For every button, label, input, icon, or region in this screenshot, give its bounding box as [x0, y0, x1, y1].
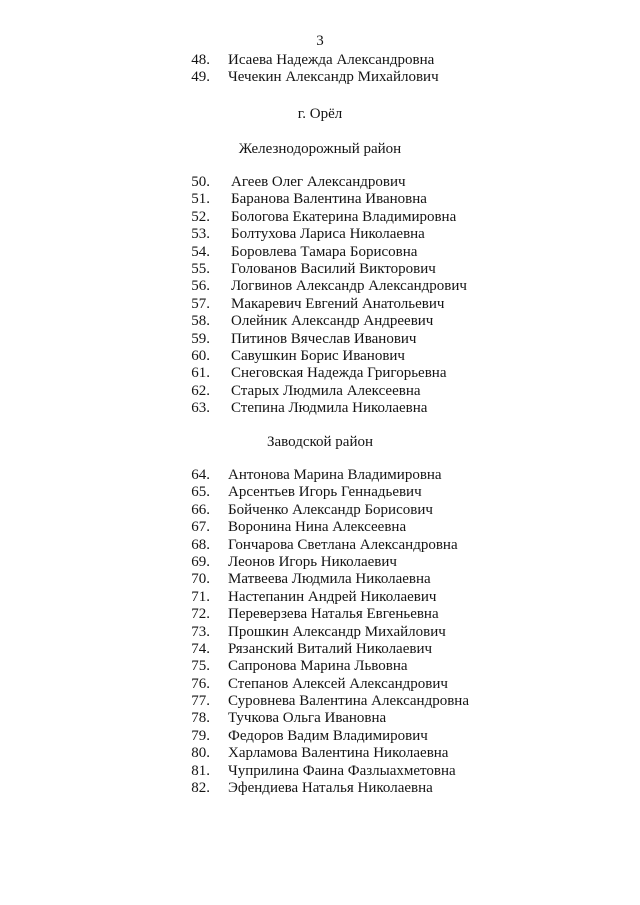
item-number: 79. [191, 727, 210, 744]
item-number: 65. [191, 484, 210, 501]
item-name: Питинов Вячеслав Иванович [231, 330, 417, 347]
list-item [0, 296, 640, 313]
item-name: Переверзева Наталья Евгеньевна [228, 606, 439, 623]
item-name: Настепанин Андрей Николаевич [228, 588, 437, 605]
list-item [0, 537, 640, 554]
list-item [0, 313, 640, 330]
list-item [0, 278, 640, 295]
item-number: 53. [191, 226, 210, 243]
list-item [0, 589, 640, 606]
item-number: 75. [191, 658, 210, 675]
item-name: Баранова Валентина Ивановна [231, 191, 427, 208]
list-item [0, 728, 640, 745]
item-number: 71. [191, 588, 210, 605]
item-number: 67. [191, 519, 210, 536]
item-name: Сапронова Марина Львовна [228, 658, 408, 675]
item-name: Болтухова Лариса Николаевна [231, 226, 425, 243]
item-name: Рязанский Виталий Николаевич [228, 640, 433, 657]
item-number: 66. [191, 501, 210, 518]
item-number: 56. [191, 278, 210, 295]
item-name: Бологова Екатерина Владимировна [231, 208, 457, 225]
item-name: Макаревич Евгений Анатольевич [231, 295, 445, 312]
item-number: 68. [191, 536, 210, 553]
item-number: 64. [191, 467, 210, 483]
list-item [0, 383, 640, 400]
list-item [0, 467, 640, 484]
item-name: Агеев Олег Александрович [231, 174, 406, 190]
item-name: Воронина Нина Алексеевна [228, 519, 407, 536]
item-name: Исаева Надежда Александровна [228, 52, 435, 68]
city-heading: г. Орёл [297, 106, 343, 122]
list-item [0, 400, 640, 417]
page-number: 3 [316, 33, 324, 49]
list-item [0, 191, 640, 208]
item-number: 59. [191, 330, 210, 347]
item-name: Леонов Игорь Николаевич [228, 553, 397, 570]
item-name: Боровлева Тамара Борисовна [231, 243, 418, 260]
item-number: 58. [191, 313, 210, 330]
list-item [0, 606, 640, 623]
list-item [0, 52, 640, 69]
list-item [0, 624, 640, 641]
list-item [0, 365, 640, 382]
item-name: Эфендиева Наталья Николаевна [228, 780, 433, 797]
list-item [0, 676, 640, 693]
list-item [0, 745, 640, 762]
list-item [0, 554, 640, 571]
district-railway-list [0, 174, 640, 417]
item-number: 54. [191, 243, 210, 260]
district-heading-railway: Железнодорожный район [238, 141, 402, 157]
item-number: 61. [191, 365, 210, 382]
item-name: Антонова Марина Владимировна [228, 467, 442, 483]
item-name: Суровнева Валентина Александровна [228, 693, 469, 710]
item-name: Федоров Вадим Владимирович [228, 727, 428, 744]
list-item [0, 710, 640, 727]
item-number: 50. [191, 174, 210, 190]
item-number: 57. [191, 295, 210, 312]
list-item [0, 69, 640, 86]
item-name: Матвеева Людмила Николаевна [228, 571, 431, 588]
item-name: Чуприлина Фаина Фазлыахметовна [228, 762, 456, 779]
list-item [0, 261, 640, 278]
list-item [0, 244, 640, 261]
item-name: Старых Людмила Алексеевна [231, 382, 421, 399]
item-name: Логвинов Александр Александрович [231, 278, 467, 295]
item-name: Харламова Валентина Николаевна [228, 745, 449, 762]
item-number: 70. [191, 571, 210, 588]
list-item [0, 693, 640, 710]
item-name: Степина Людмила Николаевна [231, 400, 428, 417]
list-item [0, 519, 640, 536]
item-name: Чечекин Александр Михайлович [228, 69, 439, 86]
list-item [0, 658, 640, 675]
item-number: 78. [191, 710, 210, 727]
item-number: 60. [191, 347, 210, 364]
list-item [0, 780, 640, 797]
item-number: 63. [191, 400, 210, 417]
item-name: Савушкин Борис Иванович [231, 347, 405, 364]
top-name-list [0, 52, 640, 87]
item-name: Снеговская Надежда Григорьевна [231, 365, 447, 382]
list-item [0, 348, 640, 365]
item-number: 49. [191, 69, 210, 86]
item-number: 69. [191, 553, 210, 570]
list-item [0, 571, 640, 588]
item-name: Олейник Александр Андреевич [231, 313, 434, 330]
district-heading-factory: Заводской район [266, 434, 374, 450]
item-name: Тучкова Ольга Ивановна [228, 710, 387, 727]
item-name: Бойченко Александр Борисович [228, 501, 433, 518]
item-number: 74. [191, 640, 210, 657]
item-name: Степанов Алексей Александрович [228, 675, 448, 692]
list-item [0, 641, 640, 658]
item-name: Прошкин Александр Михайлович [228, 623, 446, 640]
list-item [0, 502, 640, 519]
item-number: 55. [191, 260, 210, 277]
list-item [0, 484, 640, 501]
item-number: 82. [191, 780, 210, 797]
list-item [0, 174, 640, 191]
item-number: 62. [191, 382, 210, 399]
item-number: 52. [191, 208, 210, 225]
item-number: 81. [191, 762, 210, 779]
item-name: Гончарова Светлана Александровна [228, 536, 458, 553]
item-number: 73. [191, 623, 210, 640]
list-item [0, 763, 640, 780]
list-item [0, 226, 640, 243]
item-number: 51. [191, 191, 210, 208]
item-number: 77. [191, 693, 210, 710]
item-number: 76. [191, 675, 210, 692]
item-number: 72. [191, 606, 210, 623]
item-name: Голованов Василий Викторович [231, 260, 436, 277]
list-item [0, 331, 640, 348]
item-number: 48. [191, 52, 210, 68]
item-name: Арсентьев Игорь Геннадьевич [228, 484, 422, 501]
list-item [0, 209, 640, 226]
district-factory-list [0, 467, 640, 797]
item-number: 80. [191, 745, 210, 762]
